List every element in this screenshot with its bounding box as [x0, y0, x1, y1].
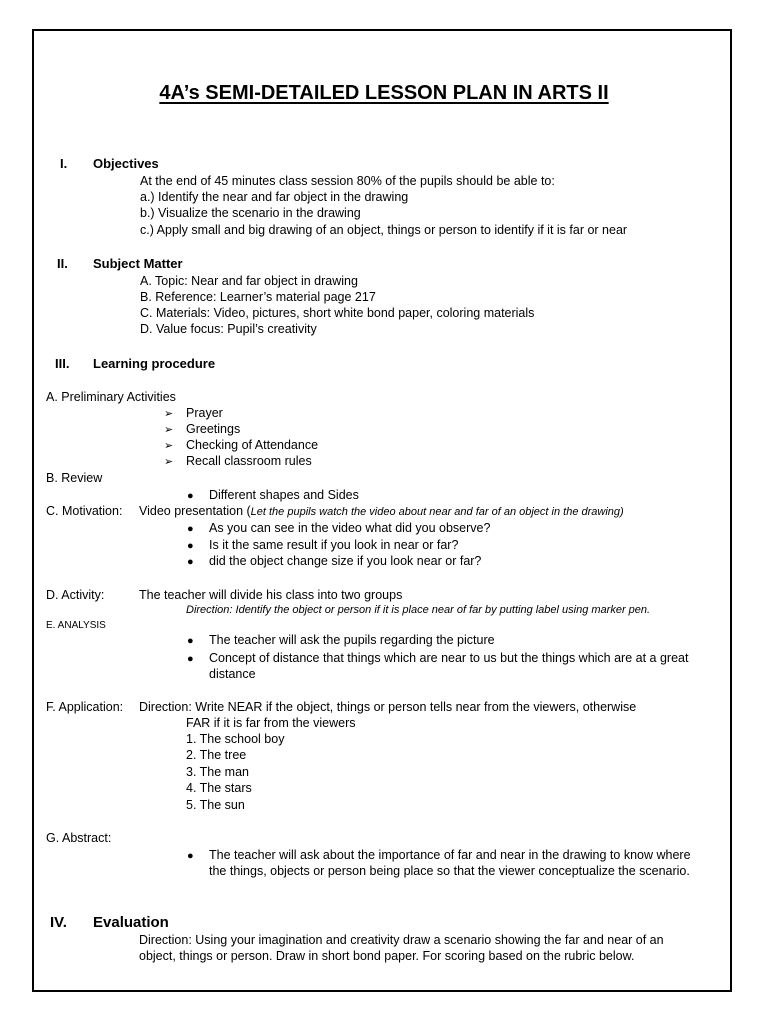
analysis-label: E. ANALYSIS: [46, 620, 106, 631]
dot-bullet-icon: ●: [187, 653, 194, 665]
dot-bullet-icon: ●: [187, 523, 194, 535]
application-item: 4. The stars: [186, 781, 252, 795]
application-label: F. Application:: [46, 700, 124, 714]
list-item: ➢ Greetings: [164, 422, 241, 436]
preliminary-label: A. Preliminary Activities: [46, 390, 176, 404]
evaluation-heading: Evaluation: [93, 914, 169, 931]
application-item: 5. The sun: [186, 798, 245, 812]
objective-item: c.) Apply small and big drawing of an object, things or person to identify if it is far or near: [140, 223, 628, 237]
application-item: 2. The tree: [186, 748, 247, 762]
motivation-label: C. Motivation:: [46, 504, 123, 518]
arrow-bullet-icon: ➢: [164, 456, 174, 468]
list-item: ● Concept of distance that things which are near to us but the things which are at a great: [187, 651, 689, 665]
motivation-text: Video presentation (Let the pupils watch the video about near and far of an object in the drawing): [139, 504, 624, 518]
list-item: ● The teacher will ask the pupils regarding the picture: [187, 633, 495, 647]
activity-direction: Direction: Identify the object or person if it is place near of far by putting label using marker pen.: [186, 604, 651, 616]
motivation-note: Let the pupils watch the video about near and far of an object in the drawing): [250, 506, 624, 518]
dot-bullet-icon: ●: [187, 540, 194, 552]
activity-text: The teacher will divide his class into two groups: [139, 588, 403, 602]
list-item: ● did the object change size if you look near or far?: [187, 554, 482, 568]
list-item: ● As you can see in the video what did you observe?: [187, 521, 491, 535]
arrow-bullet-icon: ➢: [164, 408, 174, 420]
application-item: 3. The man: [186, 765, 250, 779]
dot-bullet-icon: ●: [187, 490, 194, 502]
review-label: B. Review: [46, 471, 103, 485]
activity-label: D. Activity:: [46, 588, 105, 602]
objectives-heading: Objectives: [93, 156, 159, 171]
application-direction-cont: FAR if it is far from the viewers: [186, 716, 356, 730]
objectives-intro: At the end of 45 minutes class session 80% of the pupils should be able to:: [140, 174, 555, 188]
subject-matter-heading: Subject Matter: [93, 256, 183, 271]
subject-matter-numeral: II.: [57, 256, 68, 271]
list-item: ➢ Prayer: [164, 406, 223, 420]
evaluation-direction-cont: object, things or person. Draw in short bond paper. For scoring based on the rubric below.: [139, 949, 635, 963]
page-title: 4A’s SEMI-DETAILED LESSON PLAN IN ARTS II: [159, 82, 609, 104]
abstract-label: G. Abstract:: [46, 831, 112, 845]
objective-item: b.) Visualize the scenario in the drawing: [140, 206, 361, 220]
list-item: ● The teacher will ask about the importance of far and near in the drawing to know where: [187, 848, 691, 862]
evaluation-numeral: IV.: [50, 914, 67, 931]
arrow-bullet-icon: ➢: [164, 424, 174, 436]
objective-item: a.) Identify the near and far object in the drawing: [140, 190, 409, 204]
dot-bullet-icon: ●: [187, 635, 194, 647]
subject-matter-item: C. Materials: Video, pictures, short white bond paper, coloring materials: [140, 306, 535, 320]
dot-bullet-icon: ●: [187, 850, 194, 862]
objectives-numeral: I.: [60, 156, 68, 171]
application-item: 1. The school boy: [186, 732, 285, 746]
evaluation-direction: Direction: Using your imagination and creativity draw a scenario showing the far and near of an: [139, 933, 664, 947]
list-item: ● Different shapes and Sides: [187, 488, 359, 502]
learning-procedure-numeral: III.: [55, 356, 70, 371]
list-item: ● Is it the same result if you look in near or far?: [187, 538, 459, 552]
list-item-continuation: the things, objects or person being place so that the viewer conceptualize the scenario.: [209, 864, 690, 878]
list-item: ➢ Recall classroom rules: [164, 454, 312, 468]
dot-bullet-icon: ●: [187, 556, 194, 568]
subject-matter-item: D. Value focus: Pupil’s creativity: [140, 322, 317, 336]
subject-matter-item: A. Topic: Near and far object in drawing: [140, 274, 358, 288]
arrow-bullet-icon: ➢: [164, 440, 174, 452]
list-item: ➢ Checking of Attendance: [164, 438, 319, 452]
learning-procedure-heading: Learning procedure: [93, 356, 216, 371]
list-item-continuation: distance: [209, 667, 256, 681]
application-direction: Direction: Write NEAR if the object, things or person tells near from the viewers, otherwise: [139, 700, 637, 714]
subject-matter-item: B. Reference: Learner’s material page 217: [140, 290, 376, 304]
